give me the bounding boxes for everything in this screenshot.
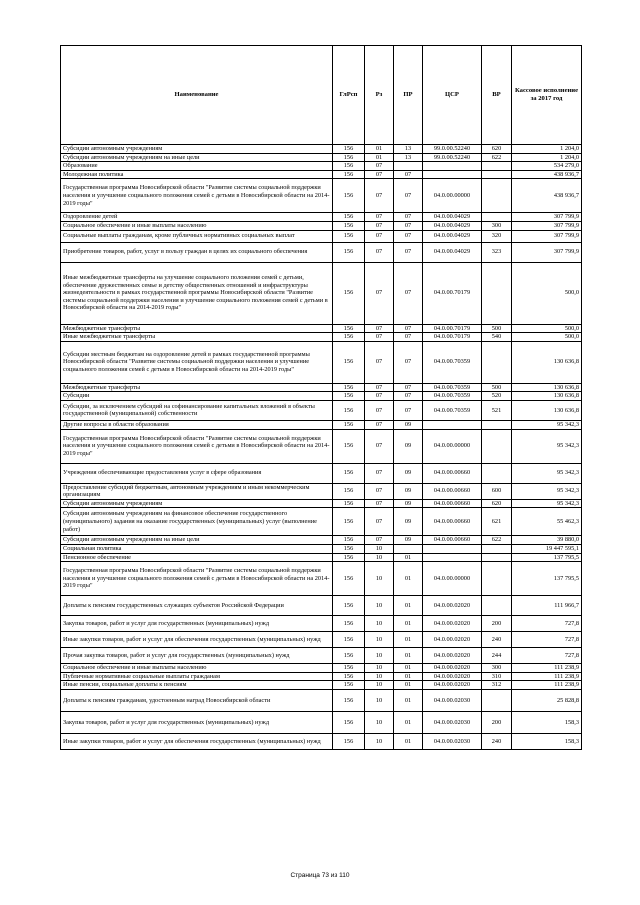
- cell-name: Социальная политика: [61, 544, 333, 553]
- cell-sum: 1 204,0: [512, 153, 582, 162]
- table-row: [61, 242, 582, 262]
- cell-csr: 04.0.00.00660: [423, 463, 482, 483]
- cell-csr: 04.0.00.00660: [423, 508, 482, 536]
- cell-grsp: 156: [333, 483, 365, 499]
- cell-name: Государственная программа Новосибирской области "Развитие системы социальной поддержки населения и улучшение социального положения семей с детьми в Новосибирской области на 2014-2019 годы": [61, 429, 333, 463]
- table-row: [61, 463, 582, 483]
- cell-pr: 09: [394, 483, 423, 499]
- cell-csr: [423, 553, 482, 562]
- table-row: [61, 632, 582, 648]
- cell-pr: 07: [394, 230, 423, 242]
- table-row: [61, 392, 582, 401]
- header-sum: Кассовое исполнение за 2017 год: [512, 46, 582, 145]
- cell-rz: 10: [365, 596, 394, 616]
- cell-vr: [482, 463, 512, 483]
- table-row: [61, 483, 582, 499]
- cell-name: Молодежная политика: [61, 170, 333, 179]
- cell-vr: 600: [482, 483, 512, 499]
- cell-name: Закупка товаров, работ и услуг для государственных (муниципальных) нужд: [61, 616, 333, 632]
- cell-name: Субсидии: [61, 392, 333, 401]
- cell-sum: 111 238,9: [512, 664, 582, 673]
- table-row: [61, 508, 582, 536]
- cell-sum: 438 936,7: [512, 170, 582, 179]
- cell-grsp: 156: [333, 333, 365, 342]
- table-row: [61, 672, 582, 681]
- cell-grsp: 156: [333, 383, 365, 392]
- cell-sum: 39 880,0: [512, 536, 582, 545]
- cell-vr: 500: [482, 383, 512, 392]
- cell-name: Доплаты к пенсиям государственных служащих субъектов Российской Федерации: [61, 596, 333, 616]
- cell-grsp: 156: [333, 213, 365, 222]
- cell-vr: [482, 213, 512, 222]
- cell-grsp: 156: [333, 596, 365, 616]
- cell-name: Оздоровление детей: [61, 213, 333, 222]
- cell-name: Иные закупки товаров, работ и услуг для обеспечения государственных (муниципальных) нужд: [61, 632, 333, 648]
- cell-name: Субсидии, за исключением субсидий на софинансирование капитальных вложений в объекты государственной (муниципальной) собственности: [61, 400, 333, 420]
- table-row: [61, 648, 582, 664]
- cell-grsp: 156: [333, 616, 365, 632]
- cell-sum: 25 828,8: [512, 689, 582, 711]
- cell-name: Публичные нормативные социальные выплаты гражданам: [61, 672, 333, 681]
- table-row: [61, 616, 582, 632]
- cell-vr: [482, 341, 512, 383]
- cell-rz: 07: [365, 242, 394, 262]
- table-row: [61, 333, 582, 342]
- cell-vr: 240: [482, 632, 512, 648]
- cell-rz: 10: [365, 562, 394, 596]
- cell-name: Субсидии автономным учреждениям: [61, 499, 333, 508]
- table-row: [61, 596, 582, 616]
- cell-name: Пенсионное обеспечение: [61, 553, 333, 562]
- cell-pr: 09: [394, 463, 423, 483]
- cell-rz: 10: [365, 672, 394, 681]
- cell-name: Прочая закупка товаров, работ и услуг для государственных (муниципальных) нужд: [61, 648, 333, 664]
- cell-rz: 10: [365, 664, 394, 673]
- cell-pr: 07: [394, 262, 423, 324]
- cell-sum: 137 795,5: [512, 553, 582, 562]
- cell-csr: 99.0.00.52240: [423, 153, 482, 162]
- cell-name: Иные межбюджетные трансферты на улучшение социального положения семей с детьми, обеспечение дружественных семье и детству общественных отношений и инфраструктуры жизнедеятельности в рамках государственной программы Новосибирской области "Развитие системы социальной поддержки населения и улучшение социального положения семей с детьми в Новосибирской области на 2014-2019 годы": [61, 262, 333, 324]
- cell-grsp: 156: [333, 170, 365, 179]
- cell-sum: 307 799,9: [512, 221, 582, 230]
- cell-vr: [482, 162, 512, 171]
- cell-vr: 244: [482, 648, 512, 664]
- cell-grsp: 156: [333, 262, 365, 324]
- cell-vr: 540: [482, 333, 512, 342]
- table-row: [61, 145, 582, 154]
- cell-pr: 13: [394, 145, 423, 154]
- cell-rz: 07: [365, 324, 394, 333]
- cell-csr: 04.0.00.00000: [423, 429, 482, 463]
- cell-vr: 200: [482, 616, 512, 632]
- cell-sum: 130 636,8: [512, 400, 582, 420]
- cell-pr: 09: [394, 420, 423, 429]
- cell-grsp: 156: [333, 463, 365, 483]
- table-row: [61, 162, 582, 171]
- cell-grsp: 156: [333, 145, 365, 154]
- cell-pr: 01: [394, 664, 423, 673]
- table-row: [61, 179, 582, 213]
- cell-grsp: 156: [333, 672, 365, 681]
- cell-vr: [482, 544, 512, 553]
- cell-grsp: 156: [333, 230, 365, 242]
- cell-csr: [423, 544, 482, 553]
- cell-vr: 620: [482, 145, 512, 154]
- cell-name: Закупка товаров, работ и услуг для государственных (муниципальных) нужд: [61, 711, 333, 733]
- table-row: [61, 544, 582, 553]
- cell-grsp: 156: [333, 733, 365, 749]
- cell-csr: 99.0.00.52240: [423, 145, 482, 154]
- cell-csr: [423, 420, 482, 429]
- cell-pr: 09: [394, 508, 423, 536]
- cell-rz: 07: [365, 536, 394, 545]
- cell-vr: 500: [482, 324, 512, 333]
- cell-pr: 07: [394, 221, 423, 230]
- cell-grsp: 156: [333, 562, 365, 596]
- cell-rz: 07: [365, 262, 394, 324]
- cell-pr: 09: [394, 499, 423, 508]
- table-row: [61, 553, 582, 562]
- cell-pr: 13: [394, 153, 423, 162]
- cell-grsp: 156: [333, 429, 365, 463]
- cell-csr: [423, 170, 482, 179]
- cell-vr: 323: [482, 242, 512, 262]
- cell-csr: 04.0.00.02020: [423, 648, 482, 664]
- cell-sum: 95 342,3: [512, 420, 582, 429]
- cell-vr: [482, 420, 512, 429]
- cell-sum: 438 936,7: [512, 179, 582, 213]
- cell-vr: 320: [482, 230, 512, 242]
- cell-vr: 300: [482, 221, 512, 230]
- cell-rz: 07: [365, 333, 394, 342]
- cell-vr: [482, 429, 512, 463]
- cell-pr: 01: [394, 553, 423, 562]
- table-body: [61, 145, 582, 750]
- cell-pr: [394, 162, 423, 171]
- cell-rz: 01: [365, 145, 394, 154]
- cell-csr: 04.0.00.00660: [423, 483, 482, 499]
- cell-grsp: 156: [333, 632, 365, 648]
- cell-sum: 158,3: [512, 733, 582, 749]
- cell-name: Субсидии автономным учреждениям на иные цели: [61, 153, 333, 162]
- cell-vr: 200: [482, 711, 512, 733]
- cell-vr: [482, 553, 512, 562]
- cell-grsp: 156: [333, 179, 365, 213]
- cell-csr: 04.0.00.02020: [423, 632, 482, 648]
- cell-name: Иные межбюджетные трансферты: [61, 333, 333, 342]
- table-header-row: [61, 46, 582, 145]
- cell-pr: 07: [394, 341, 423, 383]
- cell-pr: 07: [394, 170, 423, 179]
- cell-csr: 04.0.00.02020: [423, 672, 482, 681]
- cell-sum: 130 636,8: [512, 341, 582, 383]
- cell-rz: 07: [365, 429, 394, 463]
- cell-rz: 10: [365, 632, 394, 648]
- header-vr: ВР: [482, 46, 512, 145]
- header-pr: ПР: [394, 46, 423, 145]
- header-rz: Рз: [365, 46, 394, 145]
- cell-csr: 04.0.00.70359: [423, 341, 482, 383]
- cell-sum: 137 795,5: [512, 562, 582, 596]
- cell-sum: 307 799,9: [512, 213, 582, 222]
- cell-vr: 521: [482, 400, 512, 420]
- cell-sum: 500,0: [512, 333, 582, 342]
- cell-sum: 727,8: [512, 648, 582, 664]
- cell-rz: 10: [365, 681, 394, 690]
- cell-pr: 09: [394, 429, 423, 463]
- cell-sum: 500,0: [512, 324, 582, 333]
- cell-csr: 04.0.00.02030: [423, 689, 482, 711]
- cell-vr: [482, 170, 512, 179]
- table-row: [61, 213, 582, 222]
- cell-name: Государственная программа Новосибирской области "Развитие системы социальной поддержки населения и улучшение социального положения семей с детьми в Новосибирской области на 2014-2019 годы": [61, 179, 333, 213]
- table-row: [61, 536, 582, 545]
- cell-grsp: 156: [333, 553, 365, 562]
- table-row: [61, 681, 582, 690]
- cell-name: Субсидии автономным учреждениям: [61, 145, 333, 154]
- cell-csr: 04.0.00.04029: [423, 213, 482, 222]
- cell-sum: 111 238,9: [512, 681, 582, 690]
- cell-pr: 01: [394, 672, 423, 681]
- cell-vr: 620: [482, 499, 512, 508]
- cell-sum: 130 636,8: [512, 383, 582, 392]
- cell-sum: 95 342,3: [512, 499, 582, 508]
- cell-sum: 111 238,9: [512, 672, 582, 681]
- table-row: [61, 733, 582, 749]
- cell-csr: 04.0.00.02020: [423, 616, 482, 632]
- cell-grsp: 156: [333, 499, 365, 508]
- cell-csr: 04.0.00.70359: [423, 400, 482, 420]
- cell-rz: 07: [365, 400, 394, 420]
- cell-csr: 04.0.00.02020: [423, 681, 482, 690]
- cell-grsp: 156: [333, 648, 365, 664]
- cell-name: Образование: [61, 162, 333, 171]
- cell-sum: 1 204,0: [512, 145, 582, 154]
- table-row: [61, 341, 582, 383]
- cell-rz: 07: [365, 499, 394, 508]
- cell-name: Межбюджетные трансферты: [61, 324, 333, 333]
- cell-vr: 312: [482, 681, 512, 690]
- table-row: [61, 383, 582, 392]
- cell-rz: 07: [365, 213, 394, 222]
- cell-sum: 158,3: [512, 711, 582, 733]
- cell-grsp: 156: [333, 153, 365, 162]
- cell-sum: 727,8: [512, 632, 582, 648]
- cell-sum: 95 342,3: [512, 483, 582, 499]
- cell-rz: 01: [365, 153, 394, 162]
- cell-rz: 10: [365, 553, 394, 562]
- cell-pr: 07: [394, 179, 423, 213]
- cell-grsp: 156: [333, 324, 365, 333]
- cell-grsp: 156: [333, 221, 365, 230]
- cell-grsp: 156: [333, 536, 365, 545]
- cell-rz: 10: [365, 648, 394, 664]
- cell-name: Иные пенсии, социальные доплаты к пенсиям: [61, 681, 333, 690]
- header-csr: ЦСР: [423, 46, 482, 145]
- cell-csr: 04.0.00.02020: [423, 596, 482, 616]
- cell-name: Социальное обеспечение и иные выплаты населению: [61, 221, 333, 230]
- cell-csr: 04.0.00.70179: [423, 262, 482, 324]
- cell-rz: 10: [365, 544, 394, 553]
- cell-name: Доплаты к пенсиям гражданам, удостоенным наград Новосибирской области: [61, 689, 333, 711]
- cell-csr: 04.0.00.00660: [423, 499, 482, 508]
- cell-csr: 04.0.00.02020: [423, 664, 482, 673]
- cell-csr: 04.0.00.00660: [423, 536, 482, 545]
- table-row: [61, 562, 582, 596]
- cell-vr: 621: [482, 508, 512, 536]
- cell-vr: 520: [482, 392, 512, 401]
- cell-name: Социальные выплаты гражданам, кроме публичных нормативных социальных выплат: [61, 230, 333, 242]
- table-row: [61, 499, 582, 508]
- cell-sum: 130 636,8: [512, 392, 582, 401]
- cell-pr: 07: [394, 324, 423, 333]
- cell-grsp: 156: [333, 664, 365, 673]
- cell-sum: 307 799,9: [512, 242, 582, 262]
- cell-sum: 95 342,3: [512, 429, 582, 463]
- cell-grsp: 156: [333, 341, 365, 383]
- cell-grsp: 156: [333, 544, 365, 553]
- cell-rz: 07: [365, 383, 394, 392]
- cell-pr: 09: [394, 536, 423, 545]
- cell-pr: 01: [394, 733, 423, 749]
- cell-csr: 04.0.00.02030: [423, 711, 482, 733]
- cell-rz: 07: [365, 483, 394, 499]
- cell-grsp: 156: [333, 508, 365, 536]
- cell-name: Субсидии местным бюджетам на оздоровление детей в рамках государственной программы Новосибирской области "Развитие системы социальной поддержки населения и улучшение социального положения семей с детьми в Новосибирской области на 2014-2019 годы": [61, 341, 333, 383]
- table-row: [61, 221, 582, 230]
- cell-sum: 111 966,7: [512, 596, 582, 616]
- table-row: [61, 400, 582, 420]
- cell-rz: 10: [365, 616, 394, 632]
- cell-pr: 07: [394, 383, 423, 392]
- header-name: Наименование: [61, 46, 333, 145]
- cell-rz: 07: [365, 179, 394, 213]
- cell-pr: 01: [394, 681, 423, 690]
- cell-sum: 19 447 595,1: [512, 544, 582, 553]
- cell-vr: [482, 562, 512, 596]
- cell-pr: 01: [394, 562, 423, 596]
- page-number: Страница 73 из 110: [290, 872, 350, 879]
- cell-rz: 07: [365, 162, 394, 171]
- cell-csr: 04.0.00.04029: [423, 221, 482, 230]
- table-row: [61, 711, 582, 733]
- cell-rz: 10: [365, 711, 394, 733]
- cell-vr: 622: [482, 536, 512, 545]
- cell-name: Учреждения обеспечивающие предоставления услуг в сфере образования: [61, 463, 333, 483]
- cell-csr: 04.0.00.00000: [423, 179, 482, 213]
- table-row: [61, 170, 582, 179]
- cell-vr: 240: [482, 733, 512, 749]
- cell-name: Социальное обеспечение и иные выплаты населению: [61, 664, 333, 673]
- cell-vr: [482, 689, 512, 711]
- table-row: [61, 429, 582, 463]
- cell-rz: 07: [365, 392, 394, 401]
- table-row: [61, 153, 582, 162]
- cell-rz: 07: [365, 463, 394, 483]
- cell-pr: 01: [394, 596, 423, 616]
- cell-pr: 07: [394, 242, 423, 262]
- cell-name: Государственная программа Новосибирской области "Развитие системы социальной поддержки населения и улучшение социального положения семей с детьми в Новосибирской области на 2014-2019 годы": [61, 562, 333, 596]
- cell-csr: 04.0.00.02030: [423, 733, 482, 749]
- cell-sum: 307 799,9: [512, 230, 582, 242]
- cell-pr: 01: [394, 711, 423, 733]
- cell-sum: 500,0: [512, 262, 582, 324]
- cell-vr: 310: [482, 672, 512, 681]
- cell-rz: 07: [365, 230, 394, 242]
- cell-grsp: 156: [333, 162, 365, 171]
- cell-grsp: 156: [333, 392, 365, 401]
- cell-name: Субсидии автономным учреждениям на финансовое обеспечение государственного (муниципального) задания на оказание государственных (муниципальных) услуг (выполнение работ): [61, 508, 333, 536]
- table-row: [61, 324, 582, 333]
- cell-name: Предоставление субсидий бюджетным, автономным учреждениям и иным некоммерческим организациям: [61, 483, 333, 499]
- cell-name: Приобретение товаров, работ, услуг в пользу граждан в целях их социального обеспечения: [61, 242, 333, 262]
- table-row: [61, 230, 582, 242]
- header-grsp: ГлРсп: [333, 46, 365, 145]
- cell-csr: 04.0.00.70179: [423, 324, 482, 333]
- cell-csr: 04.0.00.04029: [423, 230, 482, 242]
- cell-pr: 01: [394, 689, 423, 711]
- cell-grsp: 156: [333, 242, 365, 262]
- cell-pr: 07: [394, 392, 423, 401]
- cell-csr: 04.0.00.70359: [423, 392, 482, 401]
- cell-csr: 04.0.00.70359: [423, 383, 482, 392]
- cell-sum: 95 342,3: [512, 463, 582, 483]
- cell-name: Другие вопросы в области образования: [61, 420, 333, 429]
- table-row: [61, 689, 582, 711]
- cell-name: Межбюджетные трансферты: [61, 383, 333, 392]
- cell-rz: 07: [365, 508, 394, 536]
- cell-name: Субсидии автономным учреждениям на иные цели: [61, 536, 333, 545]
- cell-name: Иные закупки товаров, работ и услуг для обеспечения государственных (муниципальных) нужд: [61, 733, 333, 749]
- cell-vr: [482, 262, 512, 324]
- cell-rz: 07: [365, 170, 394, 179]
- cell-vr: [482, 179, 512, 213]
- cell-rz: 07: [365, 420, 394, 429]
- table-row: [61, 262, 582, 324]
- cell-csr: 04.0.00.70179: [423, 333, 482, 342]
- cell-rz: 10: [365, 733, 394, 749]
- cell-pr: [394, 544, 423, 553]
- cell-vr: [482, 596, 512, 616]
- cell-rz: 07: [365, 221, 394, 230]
- cell-grsp: 156: [333, 420, 365, 429]
- cell-pr: 01: [394, 616, 423, 632]
- cell-pr: 01: [394, 632, 423, 648]
- cell-pr: 01: [394, 648, 423, 664]
- cell-grsp: 156: [333, 711, 365, 733]
- cell-rz: 07: [365, 341, 394, 383]
- cell-grsp: 156: [333, 689, 365, 711]
- cell-pr: 07: [394, 213, 423, 222]
- cell-vr: 300: [482, 664, 512, 673]
- cell-pr: 07: [394, 333, 423, 342]
- cell-rz: 10: [365, 689, 394, 711]
- cell-sum: 727,8: [512, 616, 582, 632]
- budget-table: [60, 45, 582, 750]
- cell-grsp: 156: [333, 400, 365, 420]
- table-row: [61, 420, 582, 429]
- cell-vr: 622: [482, 153, 512, 162]
- cell-grsp: 156: [333, 681, 365, 690]
- cell-pr: 07: [394, 400, 423, 420]
- cell-sum: 534 279,0: [512, 162, 582, 171]
- cell-csr: 04.0.00.04029: [423, 242, 482, 262]
- cell-csr: [423, 162, 482, 171]
- cell-sum: 55 462,3: [512, 508, 582, 536]
- cell-csr: 04.0.00.00000: [423, 562, 482, 596]
- table-row: [61, 664, 582, 673]
